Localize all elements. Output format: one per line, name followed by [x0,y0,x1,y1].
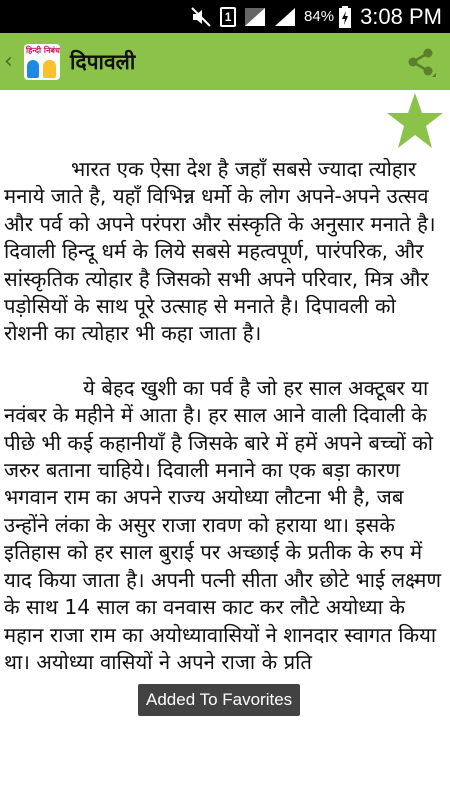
scroll-fade [0,740,450,800]
share-icon[interactable] [406,47,436,77]
battery-charging-icon [338,6,352,28]
signal-strength-icon [274,7,296,27]
logo-figure [27,60,39,78]
signal-icon [244,7,266,27]
battery-percent: 84% [304,8,335,25]
back-chevron-icon[interactable]: ‹ [4,48,13,74]
logo-text: हिन्दी निबंध [26,45,60,55]
logo-figure [43,60,56,78]
essay-paragraph: ये बेहद खुशी का पर्व है जो हर साल अक्टूबर या नवंबर के महीने में आता है। हर साल आने वाली दिवाली के पीछे भी कई कहानीयाँ है जिसके बारे में हमें अपने बच्चों को जरुर बताना चाहिये। दिवाली मनाने का एक बड़ा कारण भगवान राम का अपने राज्य अयोध्या लौटना भी है, जब उन्होंने लंका के असुर राजा रावण को हराया था। इसके इतिहास को हर साल बुराई पर अच्छाई के प्रतीक के रुप में याद किया जाता है। अपनी पत्नी सीता और छोटे भाई लक्ष्मण के साथ 14 साल का वनवास काट कर लौटे अयोध्या के महान राजा राम का अयोध्यावासियों ने शानदार स्वागत किया था। अयोध्या वासियों ने अपने राजा के प्रति [4,375,441,674]
app-logo[interactable] [24,44,60,80]
mute-icon [190,6,212,28]
app-bar [0,33,450,90]
sim-indicator: 1 [220,7,236,27]
status-bar [0,0,450,33]
page-title: दिपावली [70,49,136,74]
toast-message: Added To Favorites [138,684,300,716]
favorite-star-icon[interactable] [386,92,444,150]
essay-text [4,156,446,703]
clock: 3:08 PM [360,3,442,29]
essay-paragraph: भारत एक ऐसा देश है जहाँ सबसे ज्यादा त्योहार मनाये जाते है, यहाँ विभिन्न धर्मो के लोग अपने-अपने उत्सव और पर्व को अपने परंपरा और संस्कृति के अनुसार मनाते है। दिवाली हिन्दू धर्म के लिये सबसे महत्वपूर्ण, पारंपरिक, और सांस्कृतिक त्योहार है जिसको सभी अपने परिवार, मित्र और पड़ोसियों के साथ पूरे उत्साह से मनाते है। दिपावली को रोशनी का त्योहार भी कहा जाता है। [4,157,436,346]
